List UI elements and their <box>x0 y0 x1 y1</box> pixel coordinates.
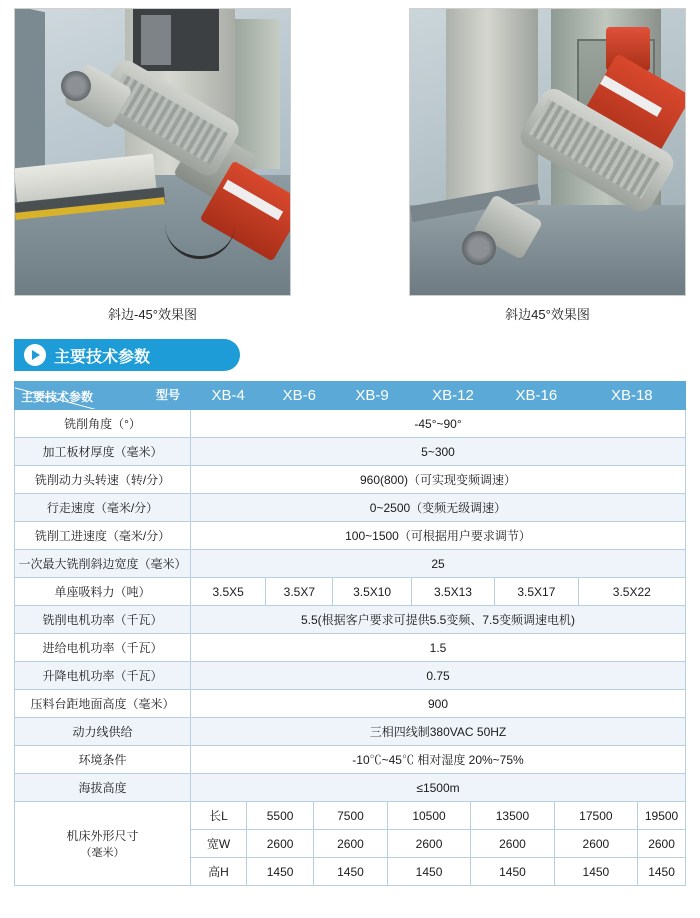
spec-table <box>14 381 686 886</box>
dimension-value-3: 2600 <box>387 830 470 858</box>
table-row <box>15 774 686 802</box>
table-row <box>15 662 686 690</box>
dimension-value-2: 2600 <box>314 830 388 858</box>
row-label: 进给电机功率（千瓦） <box>15 634 191 662</box>
dimension-sub-label: 长L <box>191 802 247 830</box>
row-value: 900 <box>191 690 686 718</box>
bevel-plus-45-photo <box>409 8 686 296</box>
row-value-1: 3.5X5 <box>191 578 266 606</box>
dimension-value-6: 19500 <box>638 802 686 830</box>
dimension-value-1: 2600 <box>247 830 314 858</box>
table-corner-header <box>15 382 191 410</box>
dimension-row <box>15 802 686 830</box>
play-icon <box>24 344 46 366</box>
dimension-value-5: 1450 <box>554 858 637 886</box>
row-label: 压料台距地面高度（毫米） <box>15 690 191 718</box>
param-header-label: 主要技术参数 <box>21 390 94 404</box>
dimension-value-4: 13500 <box>471 802 554 830</box>
row-label: 动力线供给 <box>15 718 191 746</box>
section-header <box>14 339 240 371</box>
table-row <box>15 494 686 522</box>
table-row <box>15 690 686 718</box>
photo-block-left <box>14 8 291 323</box>
dimension-value-2: 1450 <box>314 858 388 886</box>
dimension-value-4: 1450 <box>471 858 554 886</box>
row-label: 单座吸料力（吨） <box>15 578 191 606</box>
row-label: 铣削电机功率（千瓦） <box>15 606 191 634</box>
dimension-value-5: 2600 <box>554 830 637 858</box>
photo-caption: 斜边45°效果图 <box>505 307 590 322</box>
table-row <box>15 466 686 494</box>
row-value: 三相四线制380VAC 50HZ <box>191 718 686 746</box>
model-header-1: XB-4 <box>191 382 266 410</box>
row-label: 铣削工进速度（毫米/分） <box>15 522 191 550</box>
model-header-3: XB-9 <box>333 382 411 410</box>
dimension-value-1: 5500 <box>247 802 314 830</box>
row-value-4: 3.5X13 <box>411 578 494 606</box>
row-label: 铣削动力头转速（转/分） <box>15 466 191 494</box>
dimension-value-3: 1450 <box>387 858 470 886</box>
model-header-5: XB-16 <box>495 382 578 410</box>
row-value: 0.75 <box>191 662 686 690</box>
dimension-sub-label: 高H <box>191 858 247 886</box>
table-row <box>15 522 686 550</box>
row-label: 海拔高度 <box>15 774 191 802</box>
table-row <box>15 410 686 438</box>
dimension-value-4: 2600 <box>471 830 554 858</box>
dimension-value-2: 7500 <box>314 802 388 830</box>
bevel-minus-45-photo <box>14 8 291 296</box>
row-value: 100~1500（可根据用户要求调节） <box>191 522 686 550</box>
dimension-value-5: 17500 <box>554 802 637 830</box>
table-row <box>15 550 686 578</box>
dimension-value-1: 1450 <box>247 858 314 886</box>
row-label: 一次最大铣削斜边宽度（毫米） <box>15 550 191 578</box>
spec-table-wrap <box>0 381 700 886</box>
row-label: 升降电机功率（千瓦） <box>15 662 191 690</box>
table-row <box>15 746 686 774</box>
dimension-value-3: 10500 <box>387 802 470 830</box>
row-value-2: 3.5X7 <box>266 578 333 606</box>
row-value: 5.5(根据客户要求可提供5.5变频、7.5变频调速电机) <box>191 606 686 634</box>
row-value: 1.5 <box>191 634 686 662</box>
row-value-3: 3.5X10 <box>333 578 411 606</box>
model-header-4: XB-12 <box>411 382 494 410</box>
photo-caption: 斜边-45°效果图 <box>108 307 197 322</box>
photo-gallery <box>0 0 700 323</box>
row-value: -45°~90° <box>191 410 686 438</box>
row-label: 铣削角度（°） <box>15 410 191 438</box>
dimension-value-6: 2600 <box>638 830 686 858</box>
row-value-5: 3.5X17 <box>495 578 578 606</box>
table-header-row <box>15 382 686 410</box>
row-value: ≤1500m <box>191 774 686 802</box>
model-header-2: XB-6 <box>266 382 333 410</box>
dimension-value-6: 1450 <box>638 858 686 886</box>
photo-block-right <box>409 8 686 323</box>
row-label: 环境条件 <box>15 746 191 774</box>
row-value: 0~2500（变频无级调速） <box>191 494 686 522</box>
model-header-6: XB-18 <box>578 382 685 410</box>
table-row <box>15 578 686 606</box>
dimension-label: 机床外形尺寸 （毫米） <box>15 802 191 886</box>
row-value: 960(800)（可实现变频调速） <box>191 466 686 494</box>
row-value: -10℃~45℃ 相对湿度 20%~75% <box>191 746 686 774</box>
row-label: 加工板材厚度（毫米） <box>15 438 191 466</box>
row-label: 行走速度（毫米/分） <box>15 494 191 522</box>
section-title: 主要技术参数 <box>54 348 151 366</box>
row-value: 25 <box>191 550 686 578</box>
row-value-6: 3.5X22 <box>578 578 685 606</box>
row-value: 5~300 <box>191 438 686 466</box>
table-row <box>15 634 686 662</box>
spec-table-body <box>15 382 686 886</box>
table-row <box>15 606 686 634</box>
model-header-label: 型号 <box>155 388 180 402</box>
table-row <box>15 718 686 746</box>
table-row <box>15 438 686 466</box>
dimension-sub-label: 宽W <box>191 830 247 858</box>
